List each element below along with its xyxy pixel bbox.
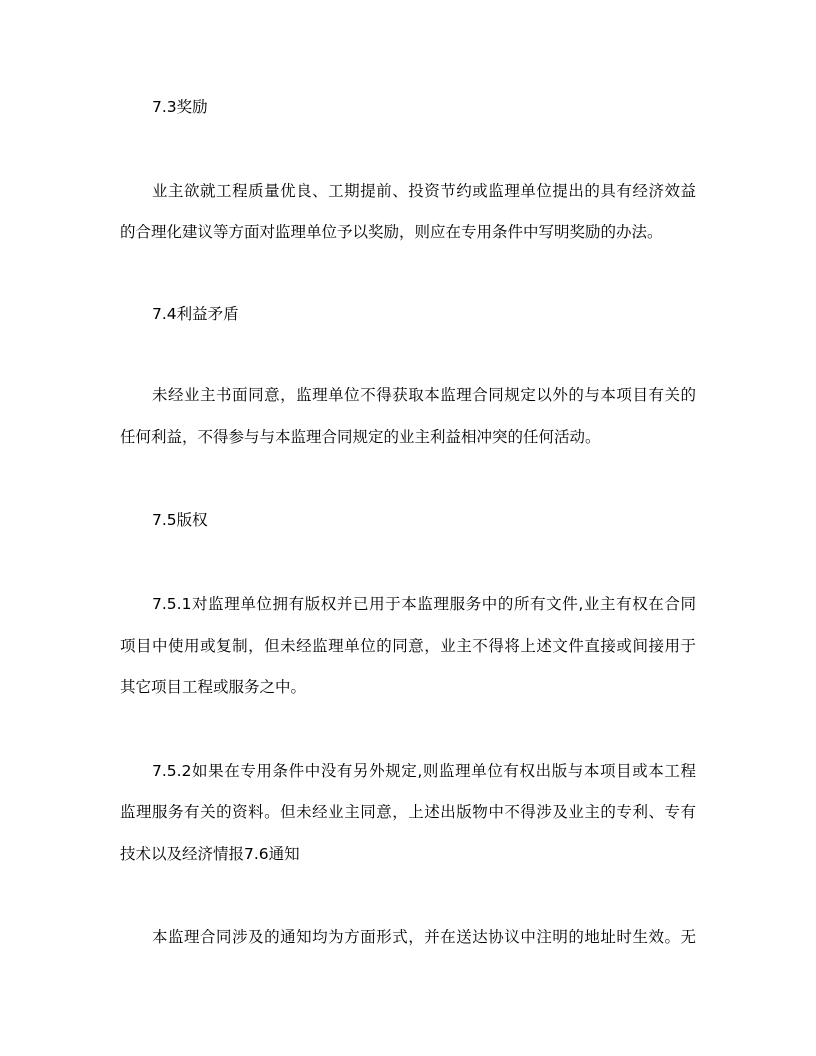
heading-7-5: 7.5版权 (152, 511, 208, 529)
heading-7-4: 7.4利益矛盾 (152, 305, 239, 323)
paragraph-7-5-2-line-2: 监理服务有关的资料。但未经业主同意，上述出版物中不得涉及业主的专利、专有 (120, 803, 696, 821)
paragraph-7-4-line-2: 任何利益，不得参与与本监理合同规定的业主利益相冲突的任何活动。 (120, 428, 601, 446)
paragraph-7-4-line-1: 未经业主书面同意，监理单位不得获取本监理合同规定以外的与本项目有关的 (152, 386, 696, 404)
paragraph-7-5-1-line-3: 其它项目工程或服务之中。 (120, 678, 307, 696)
heading-7-3: 7.3奖励 (152, 98, 208, 116)
paragraph-7-5-2-line-1: 7.5.2如果在专用条件中没有另外规定,则监理单位有权出版与本项目或本工程 (152, 762, 696, 780)
paragraph-7-3-line-2: 的合理化建议等方面对监理单位予以奖励，则应在专用条件中写明奖励的办法。 (120, 223, 663, 241)
paragraph-7-5-2-line-3: 技术以及经济情报7.6通知 (120, 845, 300, 863)
paragraph-7-5-1-line-1: 7.5.1对监理单位拥有版权并已用于本监理服务中的所有文件,业主有权在合同 (152, 595, 696, 613)
paragraph-7-3-line-1: 业主欲就工程质量优良、工期提前、投资节约或监理单位提出的具有经济效益 (152, 182, 696, 200)
paragraph-7-6-line-1: 本监理合同涉及的通知均为方面形式，并在送达协议中注明的地址时生效。无 (152, 928, 696, 946)
paragraph-7-5-1-line-2: 项目中使用或复制，但未经监理单位的同意，业主不得将上述文件直接或间接用于 (120, 637, 696, 655)
